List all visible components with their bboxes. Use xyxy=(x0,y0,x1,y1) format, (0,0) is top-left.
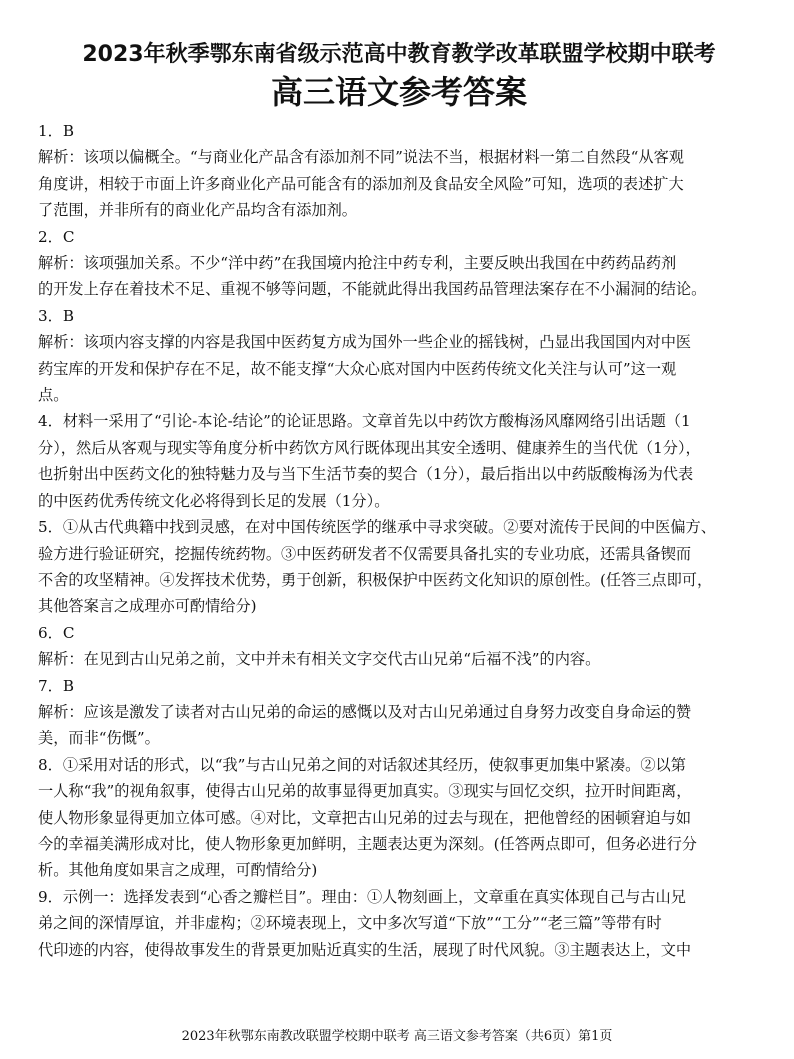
text-line: 解析：应该是激发了读者对古山兄弟的命运的感慨以及对古山兄弟通过自身努力改变自身命运的赞 xyxy=(38,702,692,721)
text-line: 9．示例一：选择发表到“心香之瓣栏目”。理由：①人物刻画上，文章重在真实体现自己与古山兄 xyxy=(38,887,686,906)
text-line: 7．B xyxy=(38,676,75,695)
text-line: 析。其他角度如果言之成理，可酌情给分) xyxy=(38,861,318,880)
text-line: 8．①采用对话的形式，以“我”与古山兄弟之间的对话叙述其经历，使叙事更加集中紧凑。②以第 xyxy=(38,755,686,774)
text-line: 1．B xyxy=(38,122,75,140)
text-line: 也折射出中医药文化的独特魅力及与当下生活节奏的契合（1分），最后指出以中药版酸梅汤为代表 xyxy=(38,465,694,484)
text-line: 2．C xyxy=(38,227,75,246)
text-line: 使人物形象显得更加立体可感。④对比，文章把古山兄弟的过去与现在，把他曾经的困顿窘迫与如 xyxy=(38,808,692,827)
text-line: 解析：该项以偏概全。“与商业化产品含有添加剂不同”说法不当，根据材料一第二自然段“从客观 xyxy=(38,148,684,167)
text-line: 弟之间的深情厚谊，并非虚构；②环境表现上，文中多次写道“下放”“工分”“老三篇”等带有时 xyxy=(38,914,662,933)
text-line: 解析：在见到古山兄弟之前，文中并未有相关文字交代古山兄弟“后福不浅”的内容。 xyxy=(38,650,601,669)
text-line: 的开发上存在着技术不足、重视不够等问题，不能就此得出我国药品管理法案存在不小漏洞的结论。 xyxy=(38,280,707,299)
text-line: 分），然后从客观与现实等角度分析中药饮方风行既体现出其安全透明、健康养生的当代优（1分）， xyxy=(38,438,701,457)
text-line: 美，而非“伤慨”。 xyxy=(38,729,160,748)
text-line: 4．材料一采用了“引论-本论-结论”的论证思路。文章首先以中药饮方酸梅汤风靡网络引出话题（1 xyxy=(38,412,691,431)
text-line: 点。 xyxy=(38,386,69,405)
text-line: 角度讲，相较于市面上许多商业化产品可能含有的添加剂及食品安全风险”可知，选项的表述扩大 xyxy=(38,174,684,193)
text-line: 解析：该项内容支撑的内容是我国中医药复方成为国外一些企业的摇钱树，凸显出我国国内对中医 xyxy=(38,333,692,352)
text-line: 其他答案言之成理亦可酌情给分) xyxy=(38,597,257,616)
text-line: 5．①从古代典籍中找到灵感，在对中国传统医学的继承中寻求突破。②要对流传于民间的中医偏方、 xyxy=(38,518,716,537)
text-line: 代印迹的内容，使得故事发生的背景更加贴近真实的生活，展现了时代风貌。③主题表达上，文中 xyxy=(38,940,692,959)
text-line: 验方进行验证研究，挖掘传统药物。③中医药研发者不仅需要具备扎实的专业功底，还需具备锲而 xyxy=(38,544,692,563)
text-line: 了范围，并非所有的商业化产品均含有添加剂。 xyxy=(38,201,357,220)
exam-title: 2023年秋季鄂东南省级示范高中教育教学改革联盟学校期中联考 xyxy=(82,42,716,67)
text-line: 今的幸福美满形成对比，使人物形象更加鲜明，主题表达更为深刻。(任答两点即可，但务必进行分 xyxy=(38,834,697,853)
text-line: 不舍的攻坚精神。④发挥技术优势，勇于创新，积极保护中医药文化知识的原创性。(任答三点即可， xyxy=(38,570,713,589)
answer-key-title: 高三语文参考答案 xyxy=(270,73,527,111)
text-line: 药宝库的开发和保护存在不足，故不能支撑“大众心底对国内中医药传统文化关注与认可”这一观 xyxy=(38,359,677,378)
answer-body xyxy=(38,118,760,963)
text-line: 的中医药优秀传统文化必将得到长足的发展（1分）。 xyxy=(38,491,390,510)
text-line: 3．B xyxy=(38,306,75,325)
text-line: 解析：该项强加关系。不少“洋中药”在我国境内抢注中药专利，主要反映出我国在中药药品药剂 xyxy=(38,254,677,273)
page-footer: 2023年秋鄂东南教改联盟学校期中联考 高三语文参考答案（共6页）第1页 xyxy=(181,1029,613,1044)
text-line: 一人称“我”的视角叙事，使得古山兄弟的故事显得更加真实。③现实与回忆交织，拉开时间距离， xyxy=(38,782,692,801)
text-line: 6．C xyxy=(38,623,75,642)
